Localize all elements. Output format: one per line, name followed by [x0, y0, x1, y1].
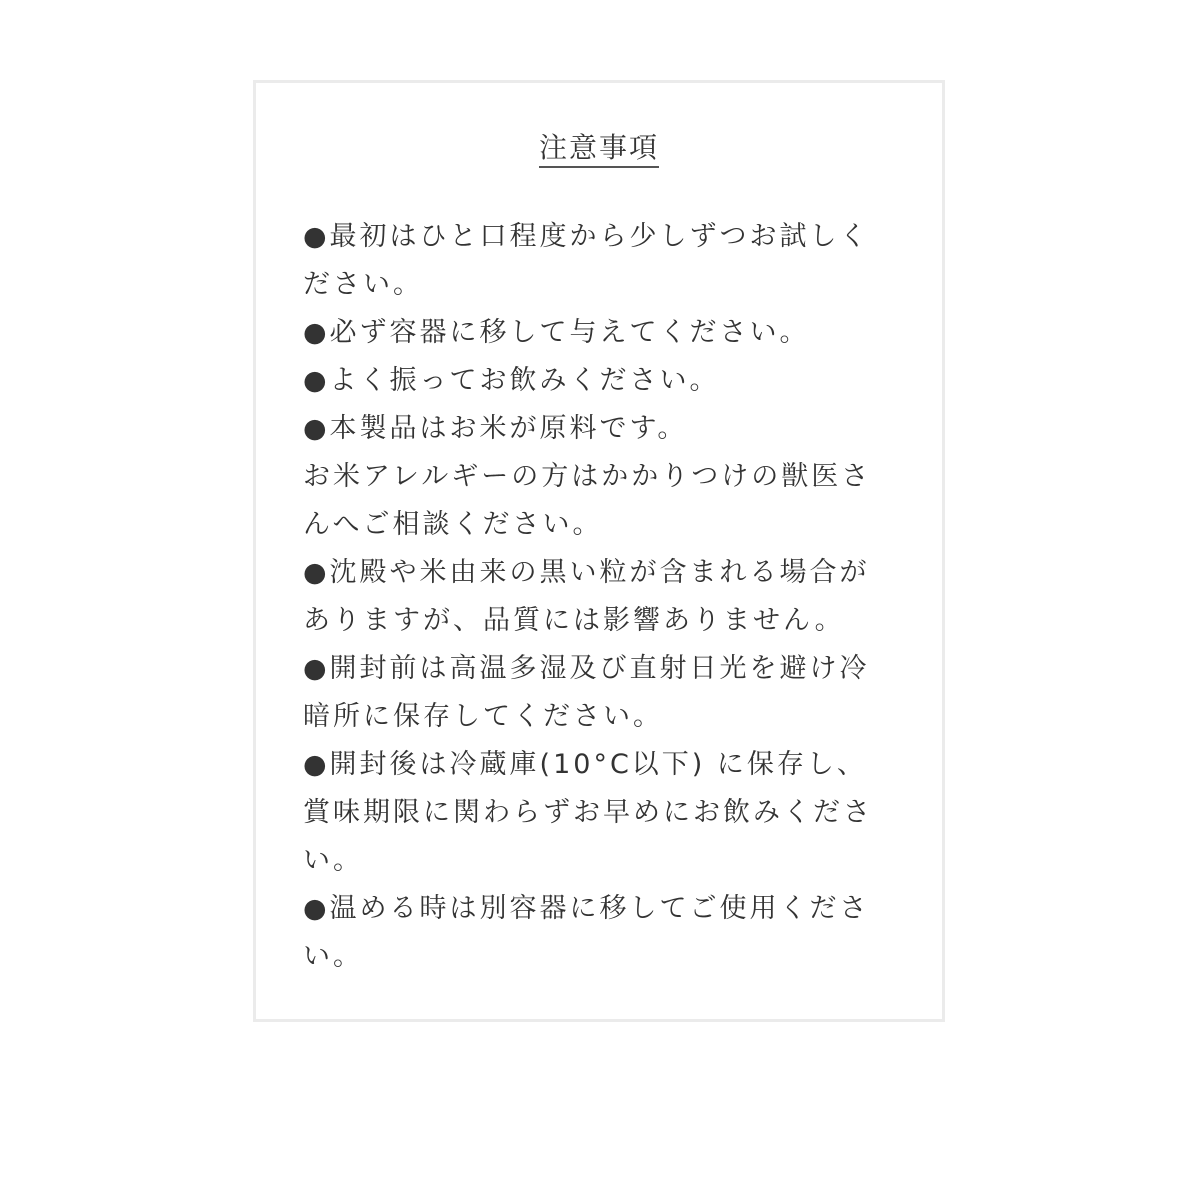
notice-title-text: 注意事項 — [539, 131, 659, 168]
notice-line: い。 — [303, 845, 363, 876]
notice-line: ●温める時は別容器に移してご使用くださ — [303, 893, 870, 924]
notice-line: ありますが、品質には影響ありません。 — [303, 605, 845, 636]
notice-line: 暗所に保存してください。 — [303, 701, 663, 732]
notice-body — [303, 213, 893, 981]
notice-line: ●よく振ってお飲みください。 — [303, 365, 720, 396]
notice-line: ださい。 — [303, 269, 423, 300]
notice-line: ●本製品はお米が原料です。 — [303, 413, 688, 444]
notice-line: ●開封後は冷蔵庫(10°C以下) に保存し、 — [303, 749, 867, 780]
notice-line: ●必ず容器に移して与えてください。 — [303, 317, 810, 348]
notice-title — [256, 128, 942, 168]
notice-line: ●開封前は高温多湿及び直射日光を避け冷 — [303, 653, 870, 684]
notice-line: んへご相談ください。 — [303, 509, 603, 540]
notice-line: ●最初はひと口程度から少しずつお試しく — [303, 221, 870, 252]
notice-card — [253, 80, 945, 1022]
notice-line: い。 — [303, 941, 363, 972]
notice-line: 賞味期限に関わらずお早めにお飲みくださ — [303, 797, 873, 828]
notice-line: ●沈殿や米由来の黒い粒が含まれる場合が — [303, 557, 870, 588]
notice-line: お米アレルギーの方はかかりつけの獣医さ — [303, 461, 872, 492]
